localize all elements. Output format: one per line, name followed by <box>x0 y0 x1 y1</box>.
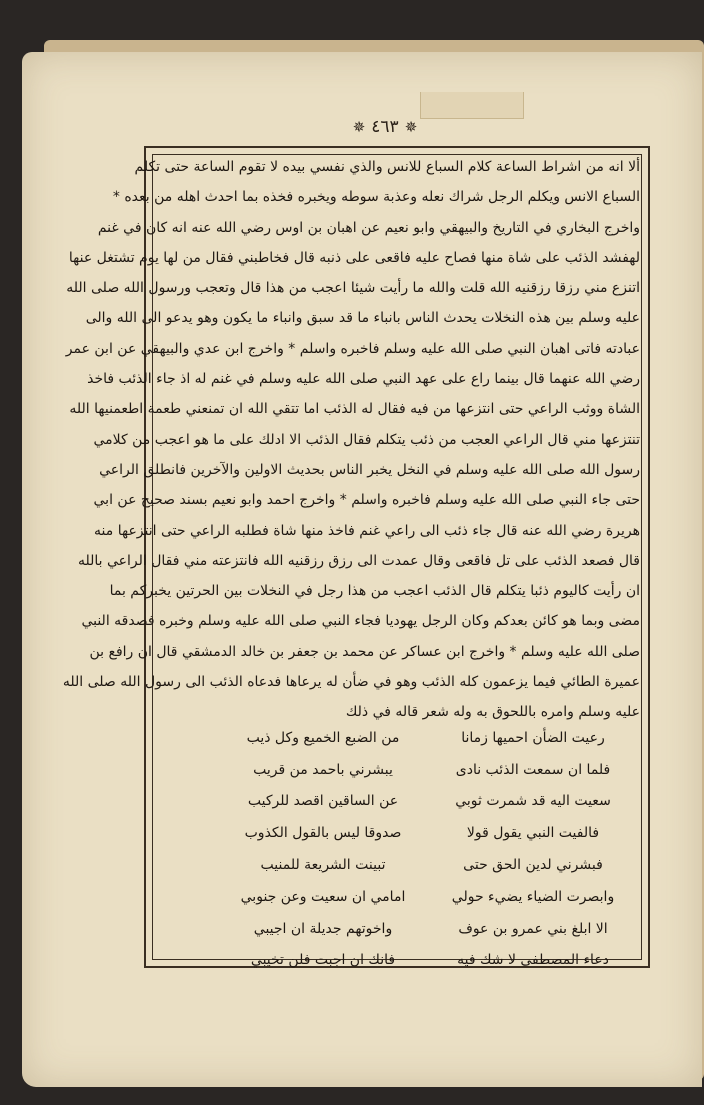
prose-line: رسول الله صلى الله عليه وسلم في النخل يخبر الناس بحديث الاولين والآخرين فانطلق الراعي <box>99 461 640 478</box>
verse-first-hemistich: رعيت الضأن احميها زمانا <box>461 729 605 746</box>
prose-line: قال فصعد الذئب على تل فاقعى وقال عمدت الى رزق رزقنيه الله فانتزعته مني فقال الراعي بالله <box>77 552 640 569</box>
verse-second-hemistich: صدوقا ليس بالقول الكذوب <box>244 825 402 842</box>
prose-line: حتى جاء النبي صلى الله عليه وسلم فاخبره واسلم * واخرج احمد وابو نعيم بسند صحيح عن ابي <box>93 492 640 509</box>
prose-line: مضى وبما هو كائن بعدكم وكان الرجل يهوديا فجاء النبي صلى الله عليه وسلم وخبره فصدقه النبي <box>81 613 640 630</box>
prose-block <box>62 152 640 728</box>
poem-block <box>228 722 628 976</box>
verse-second-hemistich: امامي ان سعيت وعن جنوبي <box>240 888 406 905</box>
verse-second-hemistich: من الضبع الخميع وكل ذيب <box>246 729 400 746</box>
prose-line: واخرج البخاري في التاريخ والبيهقي وابو نعيم عن اهبان بن اوس رضي الله عنه انه كان في غنم <box>97 219 640 236</box>
verse-line <box>228 754 628 786</box>
verse-second-hemistich: واخوتهم جديلة ان اجيبي <box>253 920 393 937</box>
verse-line <box>228 913 628 945</box>
verse-line <box>228 722 628 754</box>
verse-first-hemistich: دعاء المصطفى لا شك فيه <box>457 952 609 969</box>
prose-line: رضي الله عنهما قال بينما راع على عهد النبي صلى الله عليه وسلم في غنم له اذ جاء الذئب فاخذ <box>87 371 640 388</box>
prose-line: السباع الانس ويكلم الرجل شراك نعله وعذبة سوطه ويخبره فخذه بما احدث اهله من بعده * <box>112 189 640 206</box>
verse-first-hemistich: الا ابلغ بني عمرو بن عوف <box>458 920 608 937</box>
paper-tab <box>420 92 524 119</box>
prose-line-last: عليه وسلم وامره باللحوق به وله شعر قاله في ذلك <box>345 704 640 721</box>
prose-line: الشاة ووثب الراعي حتى انتزعها من فيه فقال له الذئب اما تتقي الله ان تمنعني طعمة اطعمنيها الله <box>69 401 640 418</box>
ornament-right-icon: ✵ <box>404 117 418 136</box>
verse-line <box>228 817 628 849</box>
prose-line: لهفشد الذئب على شاة منها فصاح عليه فاقعى على ذنبه قال فخاطبني فقال من لها يوم تشتغل عنها <box>68 249 640 266</box>
verse-first-hemistich: فلما ان سمعت الذئب نادى <box>455 761 611 778</box>
prose-line: ألا انه من اشراط الساعة كلام السباع للانس والذي نفسي بيده لا تقوم الساعة حتى تكلم <box>134 159 640 175</box>
prose-line: اتنزع مني رزقا رزقنيه الله قلت والله ما رأيت شيئا اعجب من هذا قال وتعجب ورسول الله صلى الله <box>66 280 640 297</box>
verse-second-hemistich: فانك ان اجبت فلن تخيبي <box>250 952 396 969</box>
verse-second-hemistich: عن الساقين اقصد للركيب <box>247 793 399 810</box>
verse-line <box>228 849 628 881</box>
page-number: ٤٦٣ <box>371 117 399 137</box>
prose-line: عبادته فاتى اهبان النبي صلى الله عليه وسلم فاخبره واسلم * واخرج ابن عدي والبيهقي عن ابن عمر <box>65 340 640 357</box>
verse-line <box>228 881 628 913</box>
prose-line: هريرة رضي الله عنه قال جاء ذئب الى راعي غنم فاخذ منها شاة فطلبه الراعي حتى انتزعها منه <box>94 522 640 539</box>
verse-first-hemistich: سعيت اليه قد شمرت ثوبي <box>455 793 611 810</box>
verse-first-hemistich: فبشرني لدين الحق حتى <box>463 857 603 874</box>
page-header <box>340 114 430 140</box>
ornament-left-icon: ✵ <box>352 117 366 136</box>
verse-line <box>228 786 628 818</box>
verse-first-hemistich: وابصرت الضياء يضيء حولي <box>451 888 615 905</box>
prose-line: عليه وسلم بين هذه النخلات يحدث الناس بانباء ما قد سبق وانباء ما يكون وهو يدعو الى الله والى <box>85 310 640 327</box>
prose-line: عميرة الطائي فيما يزعمون كله الذئب وهو في ضأن له يرعاها فدعاه الذئب الى رسول الله صلى الله <box>62 674 640 691</box>
prose-line: تنتزعها مني قال الراعي العجب من ذئب يتكلم فقال الذئب الا ادلك على ما هو اعجب من كلامي <box>93 431 640 448</box>
verse-line <box>228 945 628 977</box>
prose-line: ان رأيت كاليوم ذئبا يتكلم قال الذئب اعجب من هذا رجل في النخلات بين الحرتين يخبركم بما <box>109 583 640 600</box>
verse-first-hemistich: فالفيت النبي يقول قولا <box>466 825 600 842</box>
verse-second-hemistich: يبشرني باحمد من قريب <box>253 761 393 778</box>
prose-line: صلى الله عليه وسلم * واخرج ابن عساكر عن محمد بن جعفر بن خالد الدمشقي قال ان رافع بن <box>89 643 640 660</box>
verse-second-hemistich: تبينت الشريعة للمنيب <box>260 857 386 874</box>
